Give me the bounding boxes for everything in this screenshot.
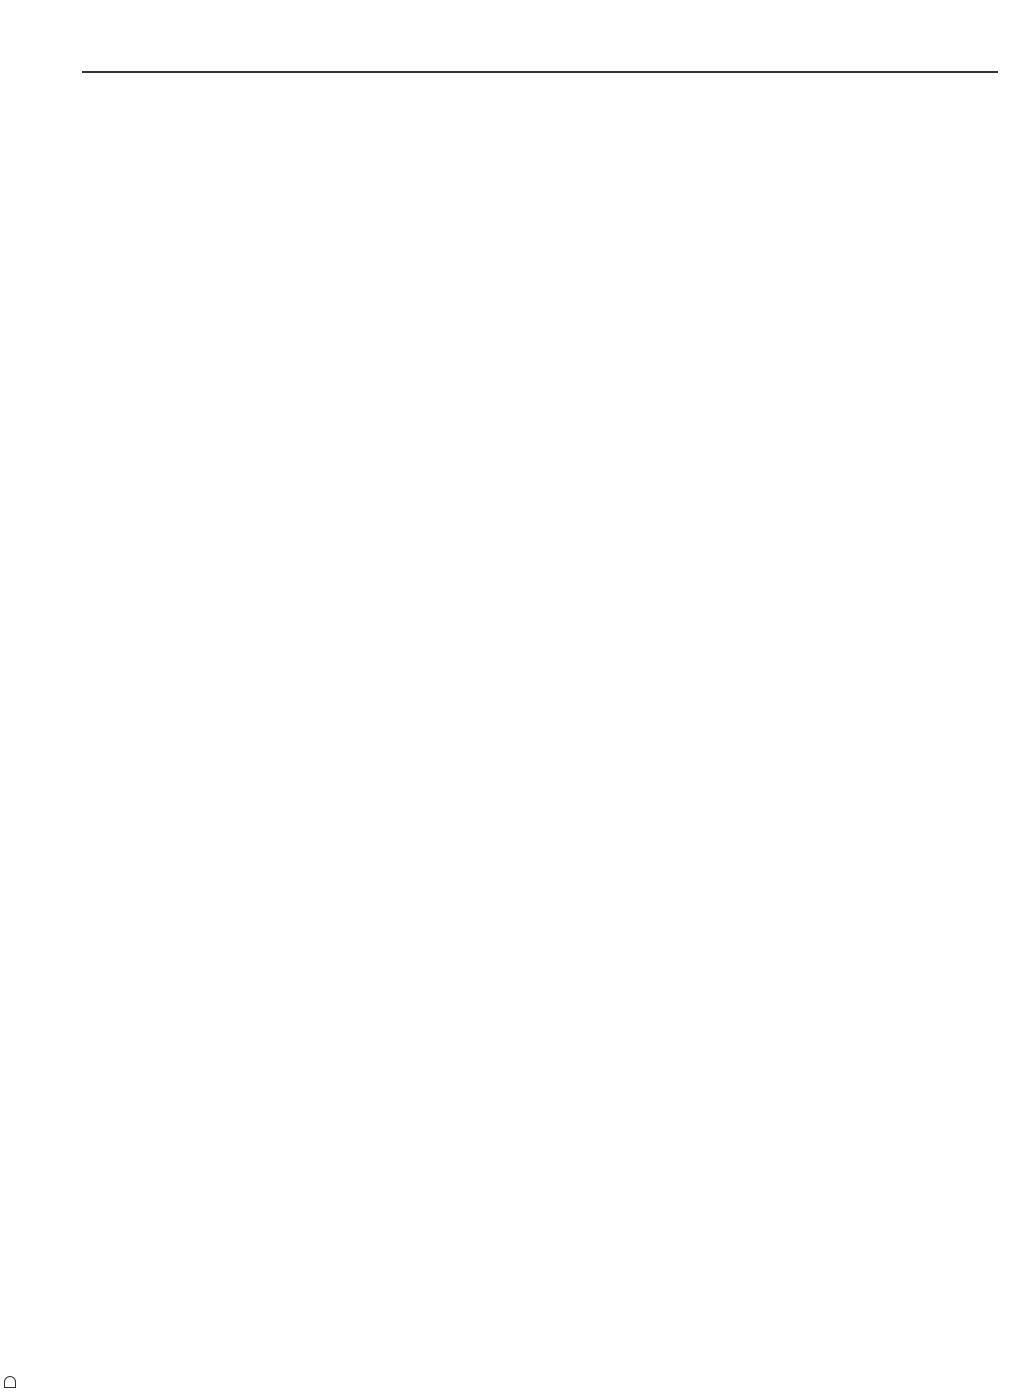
watermark [4,1374,17,1388]
house-icon [4,1376,16,1388]
